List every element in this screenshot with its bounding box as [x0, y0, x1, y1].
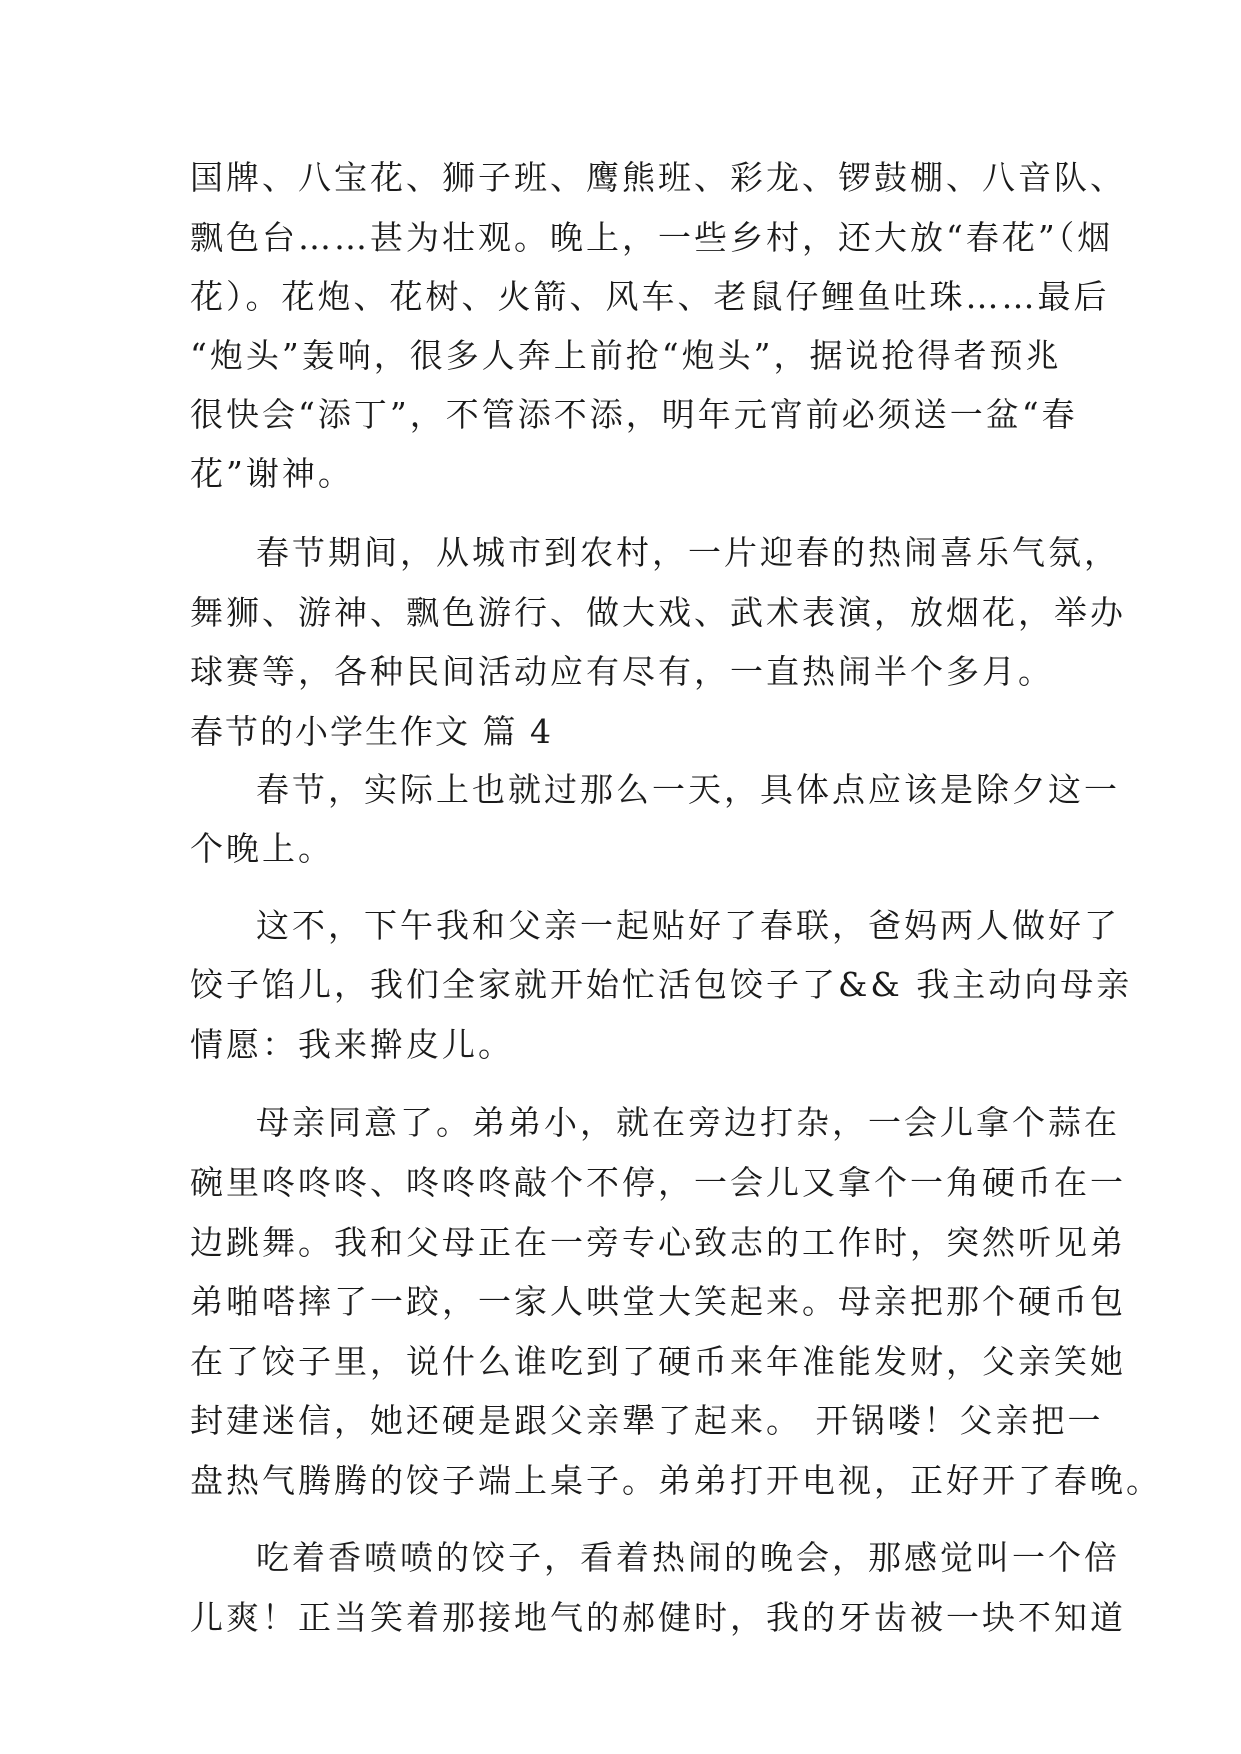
text-line: 国牌、八宝花、狮子班、鹰熊班、彩龙、锣鼓棚、八音队、 — [190, 158, 1126, 197]
text-line: 封建迷信，她还硬是跟父亲犟了起来。 开锅喽！父亲把一 — [190, 1401, 1104, 1440]
paragraph-first-line: 母亲同意了。弟弟小，就在旁边打杂，一会儿拿个蒜在 — [256, 1103, 1120, 1142]
text-line: 很快会“添丁”，不管添不添，明年元宵前必须送一盆“春 — [190, 395, 1078, 434]
text-line: 弟啪嗒摔了一跤，一家人哄堂大笑起来。母亲把那个硬币包 — [190, 1282, 1126, 1321]
paragraph-first-line: 这不，下午我和父亲一起贴好了春联，爸妈两人做好了 — [256, 906, 1120, 945]
text-line: 花”谢神。 — [190, 454, 354, 493]
text-line: 碗里咚咚咚、咚咚咚敲个不停，一会儿又拿个一角硬币在一 — [190, 1163, 1126, 1202]
text-line: 饺子馅儿，我们全家就开始忙活包饺子了&& 我主动向母亲 — [190, 965, 1133, 1004]
text-line: 儿爽！正当笑着那接地气的郝健时，我的牙齿被一块不知道 — [190, 1598, 1126, 1637]
text-line: 情愿：我来擀皮儿。 — [190, 1025, 514, 1064]
section-heading: 春节的小学生作文 篇 4 — [190, 712, 553, 751]
text-line: 个晚上。 — [190, 829, 334, 868]
text-line: 球赛等，各种民间活动应有尽有，一直热闹半个多月。 — [190, 652, 1054, 691]
text-line: 盘热气腾腾的饺子端上桌子。弟弟打开电视，正好开了春晚。 — [190, 1461, 1162, 1500]
text-line: “炮头”轰响，很多人奔上前抢“炮头”，据说抢得者预兆 — [190, 336, 1062, 375]
text-line: 舞狮、游神、飘色游行、做大戏、武术表演，放烟花，举办 — [190, 593, 1126, 632]
paragraph-first-line: 春节期间，从城市到农村，一片迎春的热闹喜乐气氛， — [256, 533, 1120, 572]
text-line: 边跳舞。我和父母正在一旁专心致志的工作时，突然听见弟 — [190, 1223, 1126, 1262]
text-line: 在了饺子里，说什么谁吃到了硬币来年准能发财，父亲笑她 — [190, 1342, 1126, 1381]
text-line: 花）。花炮、花树、火箭、风车、老鼠仔鲤鱼吐珠……最后 — [190, 277, 1110, 316]
paragraph-first-line: 吃着香喷喷的饺子，看着热闹的晚会，那感觉叫一个倍 — [256, 1538, 1120, 1577]
text-line: 飘色台……甚为壮观。晚上，一些乡村，还大放“春花”（烟 — [190, 218, 1114, 257]
paragraph-first-line: 春节，实际上也就过那么一天，具体点应该是除夕这一 — [256, 770, 1120, 809]
